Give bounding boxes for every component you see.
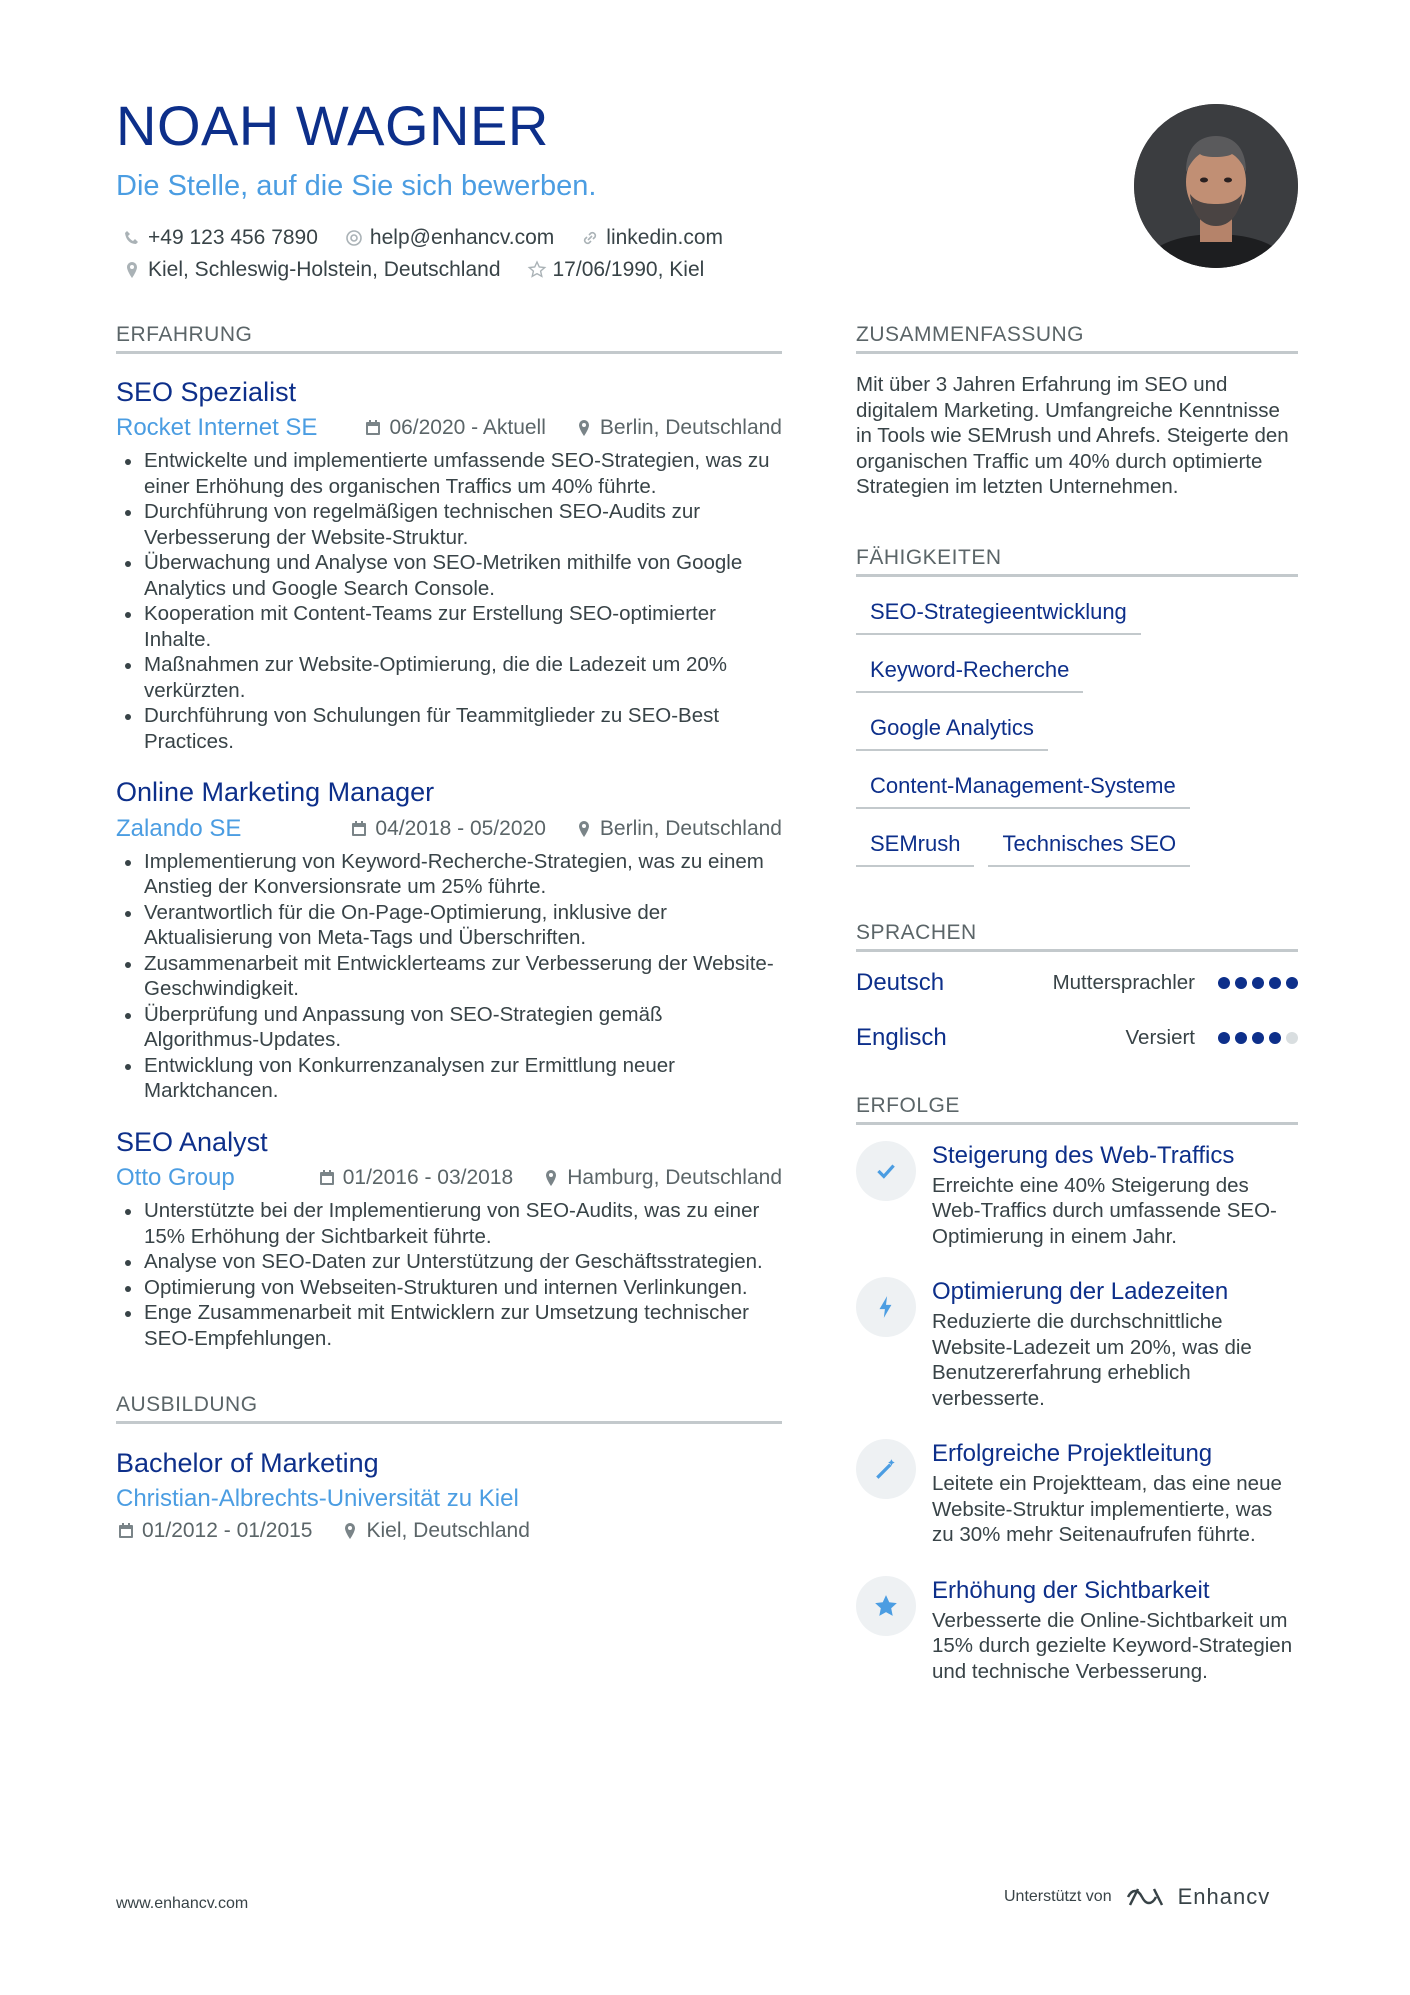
- enhancv-logo-icon: [1124, 1884, 1170, 1910]
- list-item: Maßnahmen zur Website-Optimierung, die die Ladezeit um 20% verkürzten.: [116, 652, 782, 703]
- list-item: Entwickelte und implementierte umfassende SEO-Strategien, was zu einer Erhöhung des organischen Traffics um 40% führte.: [116, 448, 782, 499]
- company-name: Otto Group: [116, 1164, 235, 1192]
- achievement-title: Erhöhung der Sichtbarkeit: [932, 1576, 1210, 1604]
- skill-tag: Google Analytics: [856, 707, 1048, 751]
- language-level: Versiert: [1125, 1026, 1195, 1049]
- school-name: Christian-Albrechts-Universität zu Kiel: [116, 1485, 519, 1513]
- job-bullets: [116, 1198, 782, 1351]
- job-entry: [116, 1126, 782, 1351]
- skills-list: [856, 591, 1298, 881]
- degree: Bachelor of Marketing: [116, 1448, 379, 1479]
- rating-dot-filled: [1252, 1032, 1264, 1044]
- language-level: Muttersprachler: [1052, 971, 1195, 994]
- achievement-item: [856, 1277, 1298, 1411]
- language-row: [856, 1011, 1298, 1066]
- powered-by-text: Unterstützt von: [1004, 1888, 1112, 1905]
- brand-name: Enhancv: [1177, 1884, 1271, 1909]
- job-entry: [116, 376, 782, 754]
- job-entry: [116, 776, 782, 1103]
- achievement-title: Steigerung des Web-Traffics: [932, 1141, 1235, 1169]
- phone-icon: [122, 228, 142, 248]
- skills-section-title: FÄHIGKEITEN: [856, 546, 1298, 577]
- list-item: Implementierung von Keyword-Recherche-Strategien, was zu einem Anstieg der Konversionsrate um 25% führte.: [116, 849, 782, 900]
- check-icon: [856, 1141, 916, 1201]
- achievement-description: Erreichte eine 40% Steigerung des Web-Traffics durch umfassende SEO-Optimierung in einem Jahr.: [932, 1173, 1277, 1248]
- link-icon: [580, 228, 600, 248]
- rating-dot-filled: [1235, 1032, 1247, 1044]
- summary-section-title: ZUSAMMENFASSUNG: [856, 323, 1298, 354]
- location-pin-icon: [340, 1521, 360, 1541]
- achievement-title: Optimierung der Ladezeiten: [932, 1278, 1229, 1305]
- job-dates: 01/2016 - 03/2018: [317, 1166, 513, 1190]
- list-item: Entwicklung von Konkurrenzanalysen zur Ermittlung neuer Marktchancen.: [116, 1053, 782, 1104]
- list-item: Verantwortlich für die On-Page-Optimierung, inklusive der Aktualisierung von Meta-Tags und Überschriften.: [116, 900, 782, 951]
- languages-section-title: SPRACHEN: [856, 921, 1298, 952]
- phone-text: +49 123 456 7890: [148, 226, 318, 249]
- skill-tag: SEMrush: [856, 823, 974, 867]
- achievement-item: [856, 1141, 1298, 1250]
- footer-website[interactable]: www.enhancv.com: [116, 1895, 249, 1912]
- location-pin-icon: [574, 418, 594, 438]
- job-location: Berlin, Deutschland: [574, 817, 782, 841]
- candidate-name: NOAH WAGNER: [116, 94, 549, 157]
- list-item: Analyse von SEO-Daten zur Unterstützung der Geschäftsstrategien.: [116, 1249, 782, 1275]
- list-item: Überwachung und Analyse von SEO-Metriken mithilfe von Google Analytics und Google Search Console.: [116, 550, 782, 601]
- list-item: Durchführung von regelmäßigen technischen SEO-Audits zur Verbesserung der Website-Struktur.: [116, 499, 782, 550]
- education-entry: [116, 1448, 782, 1543]
- achievement-item: [856, 1576, 1298, 1685]
- achievements-section-title: ERFOLGE: [856, 1094, 1298, 1125]
- job-location: Berlin, Deutschland: [574, 416, 782, 440]
- education-location: Kiel, Deutschland: [340, 1519, 529, 1543]
- achievement-title: Erfolgreiche Projektleitung: [932, 1440, 1213, 1467]
- location-pin-icon: [541, 1168, 561, 1188]
- calendar-icon: [317, 1168, 337, 1188]
- job-title: SEO Spezialist: [116, 377, 297, 407]
- star-icon: [856, 1576, 916, 1636]
- job-bullets: [116, 849, 782, 1104]
- job-title: Online Marketing Manager: [116, 777, 435, 808]
- achievement-description: Reduzierte die durchschnittliche Website-Ladezeit um 20%, was die Benutzererfahrung erheblich verbesserte.: [932, 1310, 1252, 1410]
- job-title: SEO Analyst: [116, 1126, 268, 1157]
- list-item: Unterstützte bei der Implementierung von SEO-Audits, was zu einer 15% Erhöhung der Sichtbarkeit führte.: [116, 1198, 782, 1249]
- list-item: Optimierung von Webseiten-Strukturen und internen Verlinkungen.: [116, 1275, 782, 1301]
- rating-dot-empty: [1286, 1032, 1298, 1044]
- list-item: Enge Zusammenarbeit mit Entwicklern zur Umsetzung technischer SEO-Empfehlungen.: [116, 1300, 782, 1351]
- calendar-icon: [349, 819, 369, 839]
- skill-tag: Keyword-Recherche: [856, 649, 1083, 693]
- location-pin-icon: [574, 819, 594, 839]
- birth-text: 17/06/1990, Kiel: [552, 258, 705, 281]
- rating-dot-filled: [1269, 977, 1281, 989]
- education-section-title: AUSBILDUNG: [116, 1393, 782, 1424]
- job-dates: 06/2020 - Aktuell: [363, 416, 545, 440]
- linkedin-text: linkedin.com: [606, 226, 724, 249]
- at-icon: [344, 228, 364, 248]
- calendar-icon: [363, 418, 383, 438]
- rating-dot-filled: [1235, 977, 1247, 989]
- rating-dot-filled: [1286, 977, 1298, 989]
- achievement-item: [856, 1439, 1298, 1548]
- skill-tag: Content-Management-Systeme: [856, 765, 1190, 809]
- language-rating: [1213, 977, 1298, 989]
- language-name: Englisch: [856, 1024, 947, 1051]
- headline: Die Stelle, auf die Sie sich bewerben.: [116, 170, 597, 202]
- achievement-description: Leitete ein Projektteam, das eine neue Website-Struktur implementierte, was zu 30% mehr Seitenaufrufen führte.: [932, 1472, 1282, 1546]
- email-item[interactable]: [344, 226, 554, 250]
- location-item: [122, 258, 501, 282]
- experience-section-title: ERFAHRUNG: [116, 323, 782, 354]
- rating-dot-filled: [1218, 1032, 1230, 1044]
- left-column: [116, 323, 782, 1543]
- bolt-icon: [856, 1277, 916, 1337]
- contact-info: [122, 222, 972, 286]
- skill-tag: SEO-Strategieentwicklung: [856, 591, 1141, 635]
- job-location: Hamburg, Deutschland: [541, 1166, 782, 1190]
- right-column: [856, 323, 1298, 1684]
- magic-wand-icon: [856, 1439, 916, 1499]
- list-item: Überprüfung und Anpassung von SEO-Strategien gemäß Algorithmus-Updates.: [116, 1002, 782, 1053]
- job-bullets: [116, 448, 782, 754]
- language-name: Deutsch: [856, 969, 945, 996]
- company-name: Zalando SE: [116, 814, 242, 842]
- rating-dot-filled: [1218, 977, 1230, 989]
- education-dates: 01/2012 - 01/2015: [116, 1519, 312, 1543]
- company-name: Rocket Internet SE: [116, 414, 318, 442]
- rating-dot-filled: [1252, 977, 1264, 989]
- email-text: help@enhancv.com: [369, 226, 555, 249]
- job-dates: 04/2018 - 05/2020: [349, 817, 545, 841]
- enhancv-logo[interactable]: [1124, 1884, 1271, 1910]
- list-item: Zusammenarbeit mit Entwicklerteams zur Verbesserung der Website-Geschwindigkeit.: [116, 951, 782, 1002]
- footer-branding: [1004, 1884, 1270, 1910]
- birth-item: [527, 258, 705, 282]
- skill-tag: Technisches SEO: [988, 823, 1190, 867]
- location-text: Kiel, Schleswig-Holstein, Deutschland: [148, 258, 501, 281]
- list-item: Durchführung von Schulungen für Teammitglieder zu SEO-Best Practices.: [116, 703, 782, 754]
- language-rating: [1213, 1032, 1298, 1044]
- rating-dot-filled: [1269, 1032, 1281, 1044]
- profile-photo: [1134, 104, 1298, 268]
- linkedin-item[interactable]: [580, 226, 723, 250]
- achievement-description: Verbesserte die Online-Sichtbarkeit um 15% durch gezielte Keyword-Strategien und technische Verbesserung.: [932, 1608, 1293, 1683]
- calendar-icon: [116, 1521, 136, 1541]
- summary-text: Mit über 3 Jahren Erfahrung im SEO und digitalem Marketing. Umfangreiche Kenntnisse in Tools wie SEMrush und Ahrefs. Steigerte den organischen Traffic um 40% durch optimierte Strategien im letzten Unternehmen.: [856, 373, 1289, 498]
- location-pin-icon: [122, 260, 142, 280]
- list-item: Kooperation mit Content-Teams zur Erstellung SEO-optimierter Inhalte.: [116, 601, 782, 652]
- language-row: [856, 956, 1298, 1011]
- star-outline-icon: [527, 260, 547, 280]
- phone-item[interactable]: [122, 226, 318, 250]
